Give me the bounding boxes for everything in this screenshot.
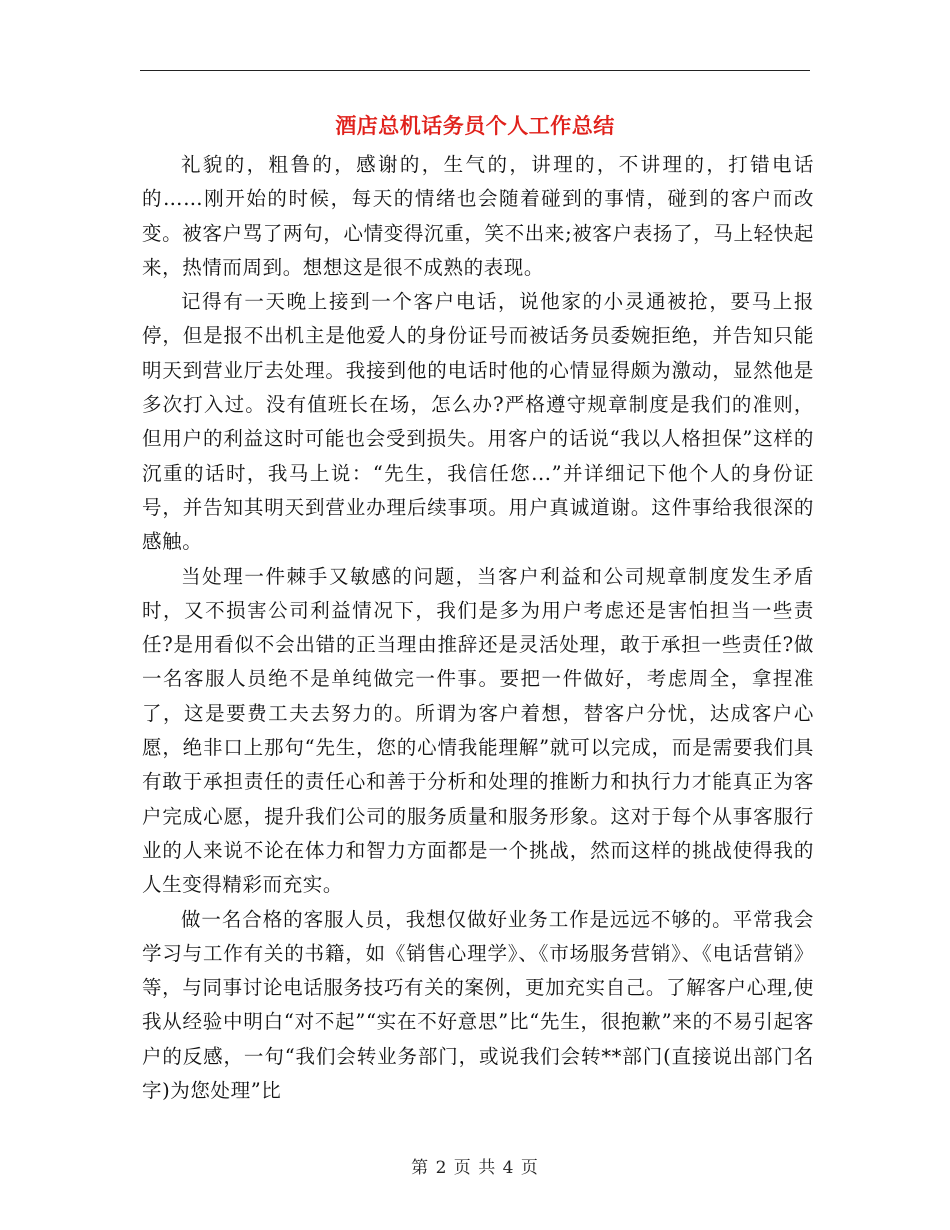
page-number-footer: 第 2 页 共 4 页 xyxy=(411,1158,539,1178)
document-title: 酒店总机话务员个人工作总结 xyxy=(335,113,615,138)
paragraph-1: 礼貌的，粗鲁的，感谢的，生气的，讲理的，不讲理的，打错电话的……刚开始的时候，每天的情绪也会随着碰到的事情，碰到的客户而改变。被客户骂了两句，心情变得沉重，笑不出来;被客户表扬了，马上轻快起来，热情而周到。想想这是很不成熟的表现。 xyxy=(142,153,814,279)
paragraph-4: 做一名合格的客服人员，我想仅做好业务工作是远远不够的。平常我会学习与工作有关的书籍，如《销售心理学》、《市场服务营销》、《电话营销》等，与同事讨论电话服务技巧有关的案例，更加充实自己。了解客户心理,使我从经验中明白“对不起”“实在不好意思”比“先生，很抱歉”来的不易引起客户的反感，一句“我们会转业务部门，或说我们会转**部门(直接说出部门名字)为您处理”比 xyxy=(142,907,814,1103)
header-rule xyxy=(140,70,810,71)
paragraph-2: 记得有一天晚上接到一个客户电话，说他家的小灵通被抢，要马上报停，但是报不出机主是他爱人的身份证号而被话务员委婉拒绝，并告知只能明天到营业厅去处理。我接到他的电话时他的心情显得颇为激动，显然他是多次打入过。没有值班长在场，怎么办?严格遵守规章制度是我们的准则，但用户的利益这时可能也会受到损失。用客户的话说“我以人格担保”这样的沉重的话时，我马上说：“先生，我信任您...”并详细记下他个人的身份证号，并告知其明天到营业办理后续事项。用户真诚道谢。这件事给我很深的感触。 xyxy=(142,290,814,554)
paragraph-3: 当处理一件棘手又敏感的问题，当客户利益和公司规章制度发生矛盾时，又不损害公司利益情况下，我们是多为用户考虑还是害怕担当一些责任?是用看似不会出错的正当理由推辞还是灵活处理，敢于承担一些责任?做一名客服人员绝不是单纯做完一件事。要把一件做好，考虑周全，拿捏准了，这是要费工夫去努力的。所谓为客户着想，替客户分忧，达成客户心愿，绝非口上那句“先生，您的心情我能理解”就可以完成，而是需要我们具有敢于承担责任的责任心和善于分析和处理的推断力和执行力才能真正为客户完成心愿，提升我们公司的服务质量和服务形象。这对于每个从事客服行业的人来说不论在体力和智力方面都是一个挑战，然而这样的挑战使得我的人生变得精彩而充实。 xyxy=(142,564,814,897)
document-body xyxy=(142,148,814,1108)
